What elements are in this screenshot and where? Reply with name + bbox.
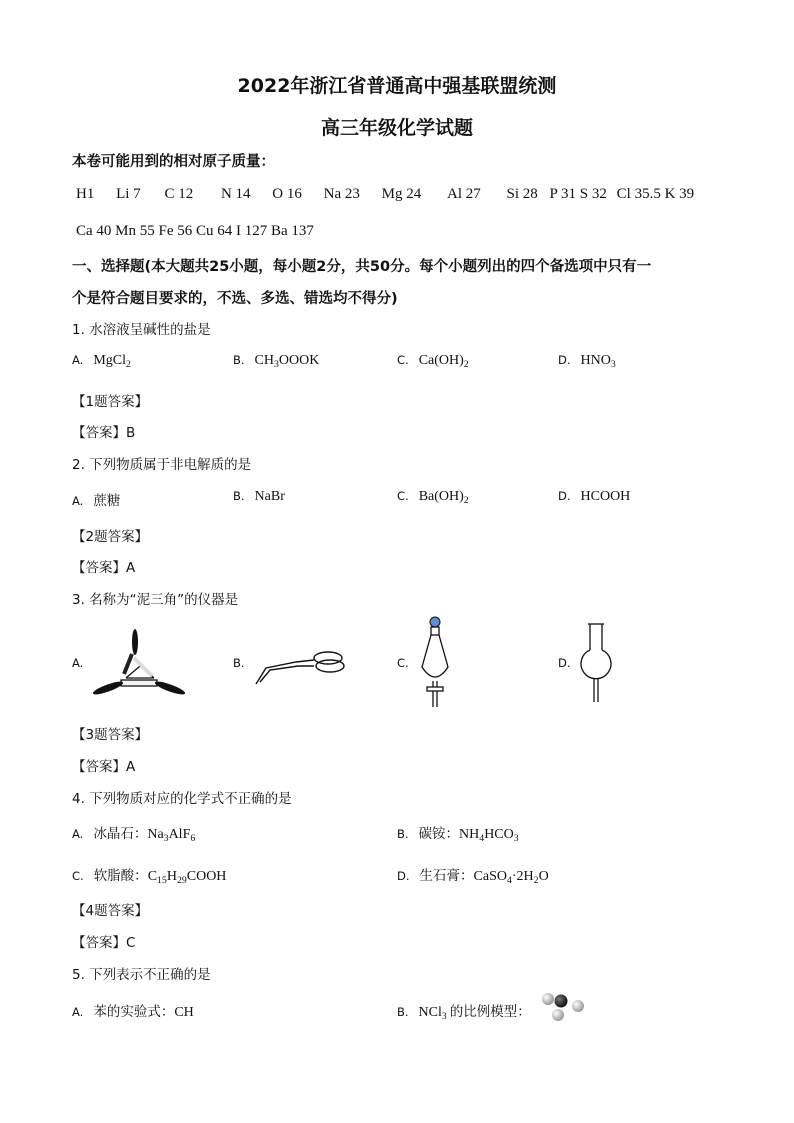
option-label: A. bbox=[72, 1005, 84, 1019]
page-title: 2022年浙江省普通高中强基联盟统测 bbox=[237, 75, 557, 97]
option-label: C. bbox=[72, 869, 84, 883]
option-subscript: 3 bbox=[274, 359, 279, 370]
atomic-mass-label: 本卷可能用到的相对原子质量： bbox=[72, 154, 275, 170]
option-text: OOOK bbox=[278, 353, 320, 368]
option-name: 的比例模型： bbox=[449, 1004, 531, 1020]
formula-part: Na bbox=[147, 827, 164, 842]
option-label: D. bbox=[558, 489, 571, 503]
option-2b[interactable] bbox=[233, 489, 285, 505]
space-filling-model-icon bbox=[538, 990, 588, 1024]
section-heading-line2: 个是符合题目要求的，不选、多选、错选均不得分) bbox=[72, 291, 398, 307]
formula-part: C bbox=[147, 869, 158, 884]
option-label: B. bbox=[397, 827, 409, 841]
crucible-tongs-icon[interactable] bbox=[252, 638, 357, 688]
formula-sub: 4 bbox=[479, 833, 485, 844]
option-5b[interactable] bbox=[397, 1000, 531, 1022]
option-label: B. bbox=[397, 1005, 409, 1019]
separatory-funnel-icon[interactable] bbox=[418, 615, 452, 710]
formula-part: CaSO bbox=[473, 869, 507, 884]
option-text: NCl bbox=[418, 1005, 442, 1020]
mass-item: O 16 bbox=[272, 186, 302, 202]
formula-sub: 2 bbox=[533, 875, 539, 886]
option-name: 苯的实验式： bbox=[93, 1004, 175, 1020]
mass-item: Cl 35.5 K 39 bbox=[616, 186, 695, 202]
option-label: A. bbox=[72, 494, 84, 508]
answer-4: 【答案】C bbox=[72, 935, 136, 951]
option-text: 蔗糖 bbox=[93, 493, 121, 509]
mass-item: Na 23 bbox=[323, 186, 360, 202]
option-name: 软脂酸： bbox=[93, 868, 148, 884]
answer-3: 【答案】A bbox=[72, 759, 136, 775]
question-stem-2: 2. 下列物质属于非电解质的是 bbox=[72, 457, 252, 473]
atomic-mass-line2: Ca 40 Mn 55 Fe 56 Cu 64 I 127 Ba 137 bbox=[76, 223, 314, 239]
question-stem-5: 5. 下列表示不正确的是 bbox=[72, 967, 211, 983]
page-subtitle: 高三年级化学试题 bbox=[320, 117, 473, 139]
option-label: B. bbox=[233, 353, 245, 367]
option-text: NaBr bbox=[254, 489, 285, 504]
option-subscript: 2 bbox=[126, 359, 131, 370]
option-label: D. bbox=[397, 869, 410, 883]
option-text: Ca(OH) bbox=[418, 353, 464, 368]
formula-part: HCO bbox=[484, 827, 514, 842]
formula-sub: 3 bbox=[163, 833, 169, 844]
mass-item: Si 28 bbox=[506, 186, 538, 202]
formula-part: H bbox=[166, 869, 177, 884]
round-bottom-flask-icon[interactable] bbox=[578, 622, 614, 706]
mass-item: Mg 24 bbox=[381, 186, 422, 202]
option-subscript: 2 bbox=[463, 359, 469, 370]
formula-sub: 29 bbox=[176, 875, 187, 886]
atomic-mass-line1 bbox=[76, 186, 694, 203]
option-4a[interactable] bbox=[72, 822, 195, 844]
option-label: A. bbox=[72, 353, 84, 367]
option-label: A. bbox=[72, 656, 84, 670]
option-3c[interactable] bbox=[397, 656, 419, 672]
formula-part: O bbox=[538, 869, 549, 884]
option-label: A. bbox=[72, 827, 84, 841]
option-1b[interactable] bbox=[233, 353, 319, 370]
option-text: CH bbox=[254, 353, 274, 368]
option-4d[interactable] bbox=[397, 864, 549, 886]
option-subscript: 3 bbox=[610, 359, 616, 370]
option-label: B. bbox=[233, 489, 245, 503]
formula-sub: 6 bbox=[190, 833, 196, 844]
option-label: B. bbox=[233, 656, 245, 670]
option-1c[interactable] bbox=[397, 353, 469, 370]
formula-sub: 15 bbox=[157, 875, 167, 886]
clay-triangle-icon[interactable] bbox=[88, 628, 188, 698]
mass-item: P 31 S 32 bbox=[549, 186, 607, 202]
option-label: C. bbox=[397, 489, 409, 503]
option-text: CH bbox=[174, 1005, 194, 1020]
section-heading-line1: 一、选择题(本大题共25小题，每小题2分，共50分。每个小题列出的四个备选项中只有一 bbox=[72, 259, 652, 275]
option-2a[interactable] bbox=[72, 489, 120, 510]
mass-item: Li 7 bbox=[116, 186, 141, 202]
option-2c[interactable] bbox=[397, 489, 469, 506]
option-label: D. bbox=[558, 353, 571, 367]
answer-header-1: 【1题答案】 bbox=[72, 394, 149, 410]
answer-1: 【答案】B bbox=[72, 425, 136, 441]
option-name: 碳铵： bbox=[418, 826, 460, 842]
option-text: HNO bbox=[580, 353, 611, 368]
option-text: Ba(OH) bbox=[418, 489, 464, 504]
option-subscript: 2 bbox=[463, 495, 469, 506]
option-name: 冰晶石： bbox=[93, 826, 148, 842]
option-4c[interactable] bbox=[72, 864, 226, 886]
option-text: MgCl bbox=[93, 353, 127, 368]
question-stem-3: 3. 名称为“泥三角”的仪器是 bbox=[72, 592, 239, 608]
option-2d[interactable] bbox=[558, 489, 630, 505]
option-label: C. bbox=[397, 656, 409, 670]
formula-part: AlF bbox=[168, 827, 191, 842]
option-1a[interactable] bbox=[72, 353, 131, 370]
formula-sub: 3 bbox=[513, 833, 519, 844]
question-stem-4: 4. 下列物质对应的化学式不正确的是 bbox=[72, 791, 292, 807]
formula-part: NH bbox=[459, 827, 480, 842]
mass-item: H1 bbox=[76, 186, 95, 202]
option-text: HCOOH bbox=[580, 489, 631, 504]
option-1d[interactable] bbox=[558, 353, 616, 370]
mass-item: N 14 bbox=[220, 186, 251, 202]
option-label: D. bbox=[558, 656, 571, 670]
option-label: C. bbox=[397, 353, 409, 367]
answer-header-4: 【4题答案】 bbox=[72, 903, 149, 919]
mass-item: Al 27 bbox=[446, 186, 481, 202]
option-subscript: 3 bbox=[441, 1011, 447, 1022]
option-4b[interactable] bbox=[397, 822, 519, 844]
answer-header-2: 【2题答案】 bbox=[72, 529, 149, 545]
question-stem-1: 1. 水溶液呈碱性的盐是 bbox=[72, 322, 211, 338]
answer-2: 【答案】A bbox=[72, 560, 136, 576]
option-name: 生石膏： bbox=[419, 868, 474, 884]
formula-part: COOH bbox=[186, 869, 227, 884]
answer-header-3: 【3题答案】 bbox=[72, 727, 149, 743]
mass-item: C 12 bbox=[164, 186, 194, 202]
option-5a[interactable] bbox=[72, 1000, 194, 1021]
formula-sub: 4 bbox=[506, 875, 512, 886]
formula-part: ·2H bbox=[511, 869, 534, 884]
